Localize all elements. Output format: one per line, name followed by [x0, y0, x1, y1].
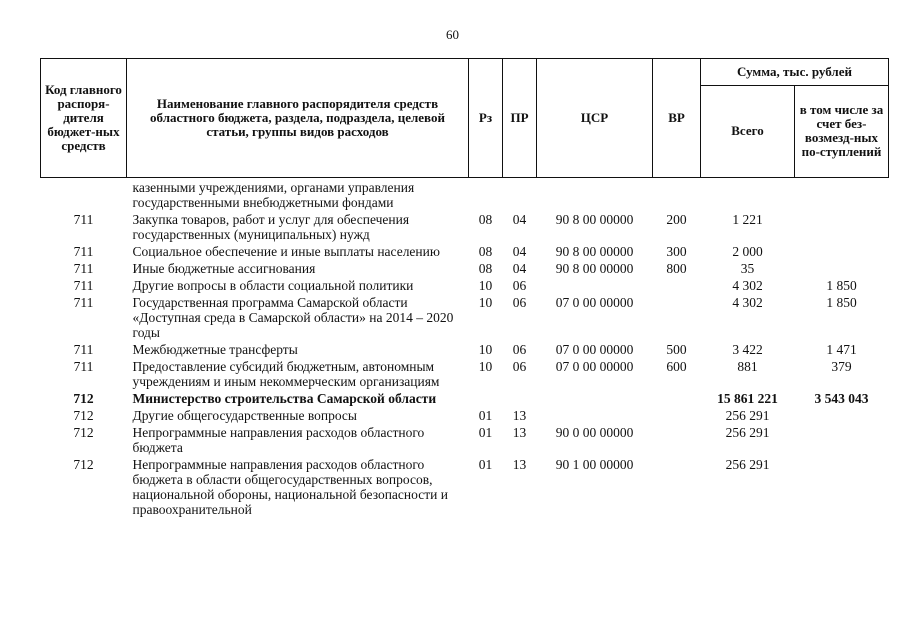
csr-cell: 07 0 00 00000	[555, 342, 634, 357]
rz-cell: 08	[478, 244, 493, 259]
pr-cell: 13	[512, 457, 527, 472]
table-row	[41, 211, 889, 243]
table-row	[41, 424, 889, 456]
code-cell: 711	[73, 278, 94, 293]
incl-cell: 1 850	[826, 278, 857, 293]
code-cell: 711	[73, 359, 94, 374]
name-cell: Иные бюджетные ассигнования	[132, 261, 316, 276]
code-cell	[41, 178, 127, 212]
vr-cell	[653, 178, 701, 212]
code-cell: 712	[73, 457, 94, 472]
table-row	[41, 178, 889, 212]
vr-cell	[653, 407, 701, 424]
vr-cell: 800	[666, 261, 687, 276]
total-cell: 15 861 221	[717, 391, 778, 406]
rz-cell: 10	[478, 295, 493, 310]
table-header	[41, 59, 889, 178]
total-cell: 35	[740, 261, 755, 276]
pr-cell: 13	[512, 425, 527, 440]
vr-cell	[653, 456, 701, 518]
pr-cell: 04	[512, 244, 527, 259]
vr-cell: 300	[666, 244, 687, 259]
csr-cell: 07 0 00 00000	[555, 295, 634, 310]
name-cell: Другие вопросы в области социальной политики	[132, 278, 414, 293]
table-row	[41, 243, 889, 260]
name-cell: Предоставление субсидий бюджетным, автономным учреждениям и иным некоммерческим организациям	[132, 359, 440, 389]
name-cell: казенными учреждениями, органами управления государственными внебюджетными фондами	[132, 180, 415, 210]
name-cell: Государственная программа Самарской области «Доступная среда в Самарской области» на 2014 – 2020 годы	[132, 295, 454, 340]
csr-cell	[537, 277, 653, 294]
incl-cell	[795, 260, 889, 277]
incl-cell	[795, 424, 889, 456]
name-cell: Непрограммные направления расходов областного бюджета	[132, 425, 425, 455]
total-cell: 1 221	[732, 212, 763, 227]
name-cell: Министерство строительства Самарской области	[132, 391, 437, 406]
header-pr: ПР	[503, 59, 537, 178]
csr-cell	[537, 178, 653, 212]
header-csr: ЦСР	[537, 59, 653, 178]
pr-cell: 06	[512, 295, 527, 310]
csr-cell: 90 8 00 00000	[555, 261, 634, 276]
total-cell: 256 291	[725, 408, 770, 423]
incl-cell	[795, 456, 889, 518]
code-cell: 712	[73, 425, 94, 440]
code-cell: 711	[73, 212, 94, 227]
total-cell: 2 000	[732, 244, 763, 259]
incl-cell: 1 850	[826, 295, 857, 310]
incl-cell	[795, 211, 889, 243]
pr-cell	[503, 178, 537, 212]
table-row	[41, 341, 889, 358]
table-row	[41, 407, 889, 424]
pr-cell: 06	[512, 342, 527, 357]
header-name: Наименование главного распорядителя средств областного бюджета, раздела, подраздела, целевой статьи, группы видов расходов	[127, 59, 469, 178]
incl-cell	[795, 407, 889, 424]
incl-cell	[795, 178, 889, 212]
code-cell: 712	[73, 408, 94, 423]
csr-cell	[537, 390, 653, 407]
rz-cell	[469, 178, 503, 212]
name-cell: Межбюджетные трансферты	[132, 342, 298, 357]
code-cell: 711	[73, 244, 94, 259]
rz-cell: 10	[478, 359, 493, 374]
page-number: 60	[446, 27, 459, 42]
rz-cell: 01	[478, 457, 493, 472]
budget-table-container	[40, 58, 889, 518]
header-incl: в том числе за счет без-возмезд-ных по-ступлений	[795, 85, 889, 177]
total-cell: 881	[737, 359, 758, 374]
code-cell: 712	[73, 391, 94, 406]
vr-cell	[653, 277, 701, 294]
rz-cell: 08	[478, 261, 493, 276]
pr-cell: 06	[512, 278, 527, 293]
csr-cell: 90 8 00 00000	[555, 244, 634, 259]
total-cell: 4 302	[732, 278, 763, 293]
total-cell: 3 422	[732, 342, 763, 357]
rz-cell: 01	[478, 408, 493, 423]
incl-cell: 1 471	[826, 342, 857, 357]
name-cell: Другие общегосударственные вопросы	[132, 408, 357, 423]
pr-cell: 04	[512, 212, 527, 227]
header-rz: Рз	[469, 59, 503, 178]
total-cell	[701, 178, 795, 212]
table-row	[41, 294, 889, 341]
vr-cell: 500	[666, 342, 687, 357]
csr-cell: 90 1 00 00000	[555, 457, 634, 472]
csr-cell: 07 0 00 00000	[555, 359, 634, 374]
table-row	[41, 277, 889, 294]
rz-cell: 08	[478, 212, 493, 227]
total-cell: 256 291	[725, 425, 770, 440]
csr-cell: 90 8 00 00000	[555, 212, 634, 227]
name-cell: Закупка товаров, работ и услуг для обеспечения государственных (муниципальных) нужд	[132, 212, 410, 242]
header-code: Код главного распоря-дителя бюджет-ных средств	[41, 59, 127, 178]
incl-cell: 3 543 043	[814, 391, 869, 406]
pr-cell: 13	[512, 408, 527, 423]
rz-cell: 10	[478, 342, 493, 357]
rz-cell: 10	[478, 278, 493, 293]
budget-table	[40, 58, 889, 518]
table-body	[41, 178, 889, 519]
table-row	[41, 390, 889, 407]
name-cell: Социальное обеспечение и иные выплаты населению	[132, 244, 440, 259]
header-total: Всего	[701, 85, 795, 177]
total-cell: 256 291	[725, 457, 770, 472]
rz-cell: 01	[478, 425, 493, 440]
table-row	[41, 358, 889, 390]
vr-cell: 600	[666, 359, 687, 374]
incl-cell	[795, 243, 889, 260]
header-vr: ВР	[653, 59, 701, 178]
total-cell: 4 302	[732, 295, 763, 310]
pr-cell	[503, 390, 537, 407]
code-cell: 711	[73, 261, 94, 276]
incl-cell: 379	[831, 359, 852, 374]
code-cell: 711	[73, 342, 94, 357]
code-cell: 711	[73, 295, 94, 310]
vr-cell: 200	[666, 212, 687, 227]
pr-cell: 06	[512, 359, 527, 374]
csr-cell	[537, 407, 653, 424]
vr-cell	[653, 390, 701, 407]
table-row	[41, 260, 889, 277]
name-cell: Непрограммные направления расходов областного бюджета в области общегосударственных вопросов, национальной обороны, национальной безопасности и правоохранительной	[132, 457, 448, 517]
header-sum: Сумма, тыс. рублей	[701, 59, 889, 86]
vr-cell	[653, 294, 701, 341]
csr-cell: 90 0 00 00000	[555, 425, 634, 440]
rz-cell	[469, 390, 503, 407]
table-row	[41, 456, 889, 518]
pr-cell: 04	[512, 261, 527, 276]
vr-cell	[653, 424, 701, 456]
